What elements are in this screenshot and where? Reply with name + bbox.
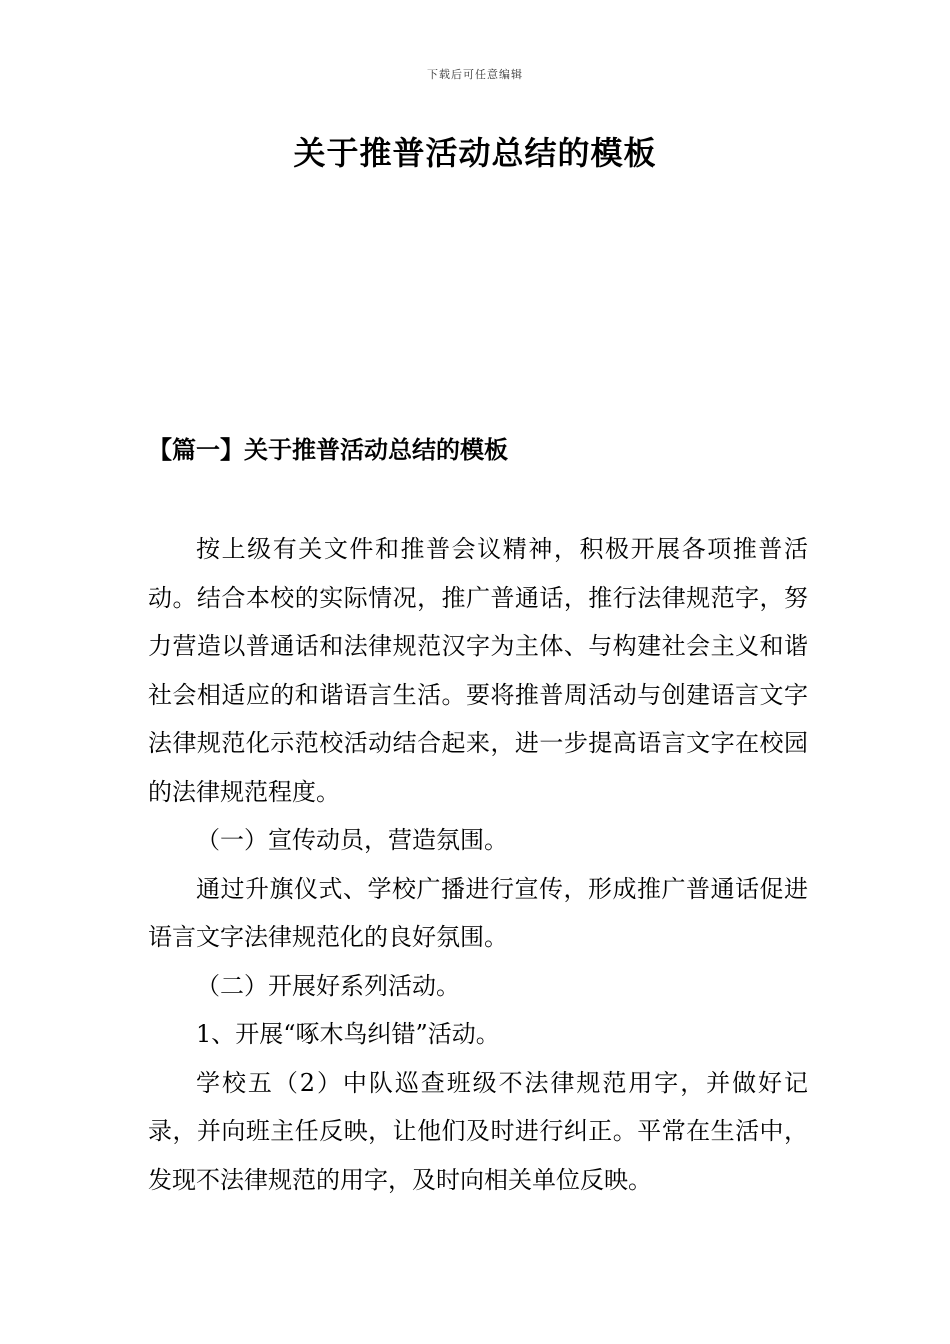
body-paragraph: 按上级有关文件和推普会议精神，积极开展各项推普活动。结合本校的实际情况，推广普通话，推行法律规范字，努力营造以普通话和法律规范汉字为主体、与构建社会主义和谐社会相适应的和谐语言生活。要将推普周活动与创建语言文字法律规范化示范校活动结合起来，进一步提高语言文字在校园的法律规范程度。 (148, 535, 808, 806)
body-paragraph: 通过升旗仪式、学校广播进行宣传，形成推广普通话促进语言文字法律规范化的良好氛围。 (148, 874, 808, 951)
subsection-heading: （一）宣传动员，营造氛围。 (196, 826, 508, 854)
subsection-heading: （二）开展好系列活动。 (196, 971, 460, 1000)
document-body (148, 525, 808, 1204)
section-heading: 【篇一】关于推普活动总结的模板 (148, 435, 508, 464)
body-paragraph: 学校五（2）中队巡查班级不法律规范用字，并做好记录，并向班主任反映，让他们及时进行纠正。平常在生活中，发现不法律规范的用字，及时向相关单位反映。 (148, 1068, 808, 1194)
document-title: 关于推普活动总结的模板 (293, 134, 657, 172)
list-item: 1、开展“啄木鸟纠错”活动。 (196, 1020, 500, 1048)
page-header-note: 下载后可任意编辑 (427, 68, 523, 81)
